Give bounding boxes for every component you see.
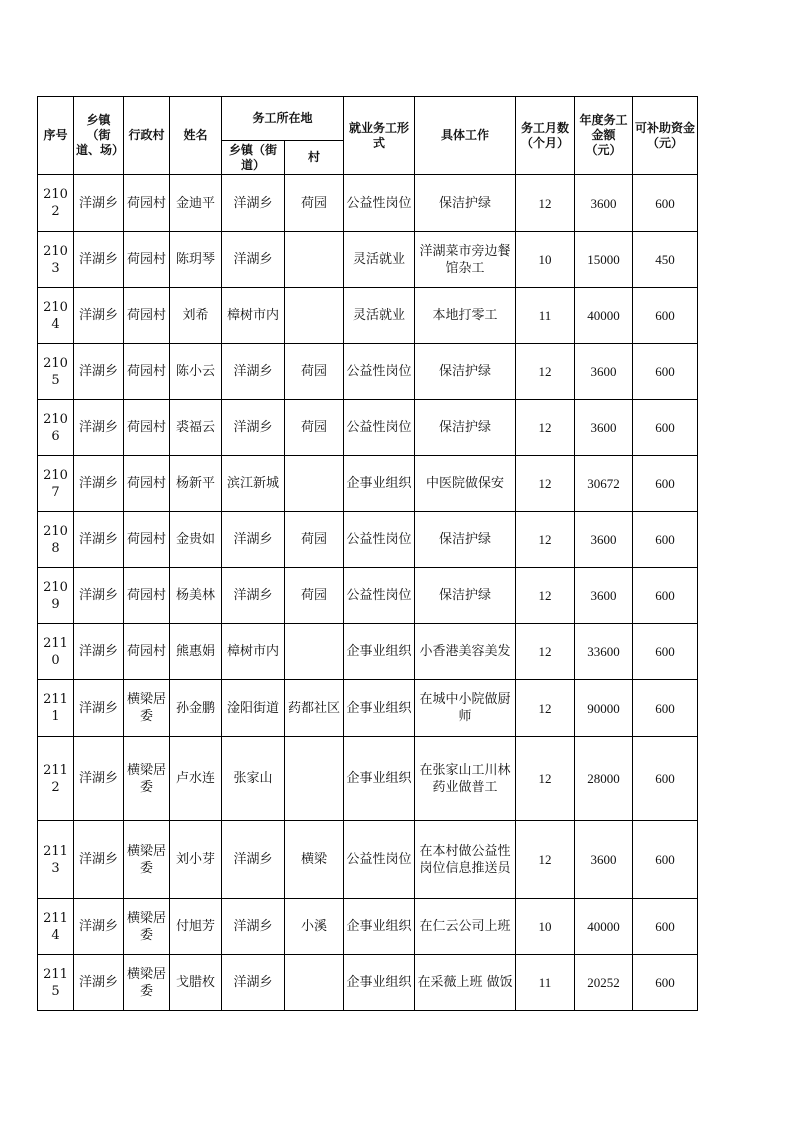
table-row: [38, 512, 698, 568]
cell-village: 荷园村: [124, 400, 170, 456]
cell-months: 12: [516, 344, 575, 400]
cell-subsidy: 600: [633, 512, 698, 568]
cell-form: 公益性岗位: [344, 175, 415, 232]
table-row: [38, 899, 698, 955]
cell-town: 洋湖乡: [74, 821, 124, 899]
cell-name: 杨新平: [170, 456, 222, 512]
cell-name: 熊惠娟: [170, 624, 222, 680]
cell-income: 3600: [575, 568, 633, 624]
cell-form: 公益性岗位: [344, 821, 415, 899]
cell-village: 横梁居委: [124, 821, 170, 899]
cell-location-town: 滨江新城: [222, 456, 285, 512]
cell-months: 12: [516, 400, 575, 456]
cell-months: 12: [516, 737, 575, 821]
header-id: 序号: [38, 97, 74, 175]
cell-location-town: 洋湖乡: [222, 232, 285, 288]
cell-job: 本地打零工: [415, 288, 516, 344]
header-location: 务工所在地: [222, 97, 344, 141]
cell-village: 荷园村: [124, 175, 170, 232]
cell-town: 洋湖乡: [74, 344, 124, 400]
cell-town: 洋湖乡: [74, 624, 124, 680]
cell-job: 保洁护绿: [415, 568, 516, 624]
cell-name: 金迪平: [170, 175, 222, 232]
header-job: 具体工作: [415, 97, 516, 175]
table-row: [38, 821, 698, 899]
cell-form: 企事业组织: [344, 737, 415, 821]
cell-job: 在城中小院做厨师: [415, 680, 516, 737]
cell-id: 2115: [38, 955, 74, 1011]
table-row: [38, 175, 698, 232]
table-row: [38, 288, 698, 344]
cell-location-village: [285, 456, 344, 512]
cell-job: 保洁护绿: [415, 344, 516, 400]
cell-subsidy: 600: [633, 568, 698, 624]
cell-village: 荷园村: [124, 624, 170, 680]
cell-village: 横梁居委: [124, 955, 170, 1011]
header-town: 乡镇（街道、场）: [74, 97, 124, 175]
cell-subsidy: 600: [633, 344, 698, 400]
cell-job: 保洁护绿: [415, 400, 516, 456]
cell-village: 横梁居委: [124, 737, 170, 821]
cell-months: 12: [516, 456, 575, 512]
header-months: 务工月数（个月）: [516, 97, 575, 175]
cell-form: 企事业组织: [344, 680, 415, 737]
cell-income: 20252: [575, 955, 633, 1011]
header-income: 年度务工金额（元）: [575, 97, 633, 175]
cell-name: 戈腊枚: [170, 955, 222, 1011]
cell-location-town: 淦阳街道: [222, 680, 285, 737]
cell-id: 2112: [38, 737, 74, 821]
header-location-town: 乡镇（街道）: [222, 141, 285, 175]
cell-name: 陈小云: [170, 344, 222, 400]
cell-name: 金贵如: [170, 512, 222, 568]
cell-name: 裘福云: [170, 400, 222, 456]
table-row: [38, 955, 698, 1011]
cell-town: 洋湖乡: [74, 232, 124, 288]
cell-subsidy: 600: [633, 821, 698, 899]
cell-id: 2113: [38, 821, 74, 899]
cell-months: 10: [516, 899, 575, 955]
table-row: [38, 232, 698, 288]
header-subsidy: 可补助资金（元）: [633, 97, 698, 175]
cell-form: 企事业组织: [344, 624, 415, 680]
cell-location-village: [285, 232, 344, 288]
cell-location-village: 荷园: [285, 175, 344, 232]
cell-location-town: 洋湖乡: [222, 568, 285, 624]
cell-income: 28000: [575, 737, 633, 821]
cell-income: 40000: [575, 288, 633, 344]
cell-subsidy: 600: [633, 624, 698, 680]
cell-town: 洋湖乡: [74, 512, 124, 568]
cell-subsidy: 600: [633, 400, 698, 456]
cell-location-village: [285, 955, 344, 1011]
cell-subsidy: 600: [633, 456, 698, 512]
cell-id: 2110: [38, 624, 74, 680]
cell-town: 洋湖乡: [74, 175, 124, 232]
cell-town: 洋湖乡: [74, 737, 124, 821]
cell-village: 横梁居委: [124, 899, 170, 955]
cell-location-town: 洋湖乡: [222, 175, 285, 232]
cell-village: 横梁居委: [124, 680, 170, 737]
subsidy-table: [37, 96, 698, 1011]
cell-location-town: 洋湖乡: [222, 400, 285, 456]
cell-months: 11: [516, 955, 575, 1011]
cell-months: 12: [516, 175, 575, 232]
cell-id: 2108: [38, 512, 74, 568]
cell-id: 2103: [38, 232, 74, 288]
cell-name: 陈玥琴: [170, 232, 222, 288]
cell-town: 洋湖乡: [74, 456, 124, 512]
cell-id: 2114: [38, 899, 74, 955]
cell-location-town: 樟树市内: [222, 288, 285, 344]
cell-income: 90000: [575, 680, 633, 737]
cell-id: 2106: [38, 400, 74, 456]
cell-income: 40000: [575, 899, 633, 955]
cell-job: 中医院做保安: [415, 456, 516, 512]
cell-months: 11: [516, 288, 575, 344]
cell-location-village: 荷园: [285, 568, 344, 624]
table-header: [38, 97, 698, 175]
table-row: [38, 737, 698, 821]
cell-location-village: [285, 624, 344, 680]
cell-form: 公益性岗位: [344, 344, 415, 400]
cell-income: 30672: [575, 456, 633, 512]
cell-town: 洋湖乡: [74, 400, 124, 456]
cell-village: 荷园村: [124, 512, 170, 568]
cell-form: 企事业组织: [344, 456, 415, 512]
cell-subsidy: 600: [633, 680, 698, 737]
cell-name: 孙金鹏: [170, 680, 222, 737]
cell-months: 12: [516, 568, 575, 624]
cell-subsidy: 600: [633, 175, 698, 232]
cell-months: 12: [516, 624, 575, 680]
cell-job: 洋湖菜市旁边餐馆杂工: [415, 232, 516, 288]
cell-town: 洋湖乡: [74, 899, 124, 955]
cell-name: 卢水连: [170, 737, 222, 821]
cell-town: 洋湖乡: [74, 568, 124, 624]
cell-subsidy: 600: [633, 288, 698, 344]
cell-job: 在仁云公司上班: [415, 899, 516, 955]
cell-village: 荷园村: [124, 344, 170, 400]
cell-village: 荷园村: [124, 288, 170, 344]
cell-income: 3600: [575, 400, 633, 456]
table-row: [38, 568, 698, 624]
cell-months: 12: [516, 680, 575, 737]
table-row: [38, 344, 698, 400]
cell-months: 12: [516, 821, 575, 899]
cell-form: 公益性岗位: [344, 568, 415, 624]
cell-id: 2111: [38, 680, 74, 737]
cell-village: 荷园村: [124, 232, 170, 288]
cell-town: 洋湖乡: [74, 288, 124, 344]
cell-location-town: 洋湖乡: [222, 899, 285, 955]
cell-location-village: [285, 288, 344, 344]
cell-town: 洋湖乡: [74, 955, 124, 1011]
cell-id: 2107: [38, 456, 74, 512]
cell-name: 刘希: [170, 288, 222, 344]
table-row: [38, 624, 698, 680]
header-form: 就业务工形式: [344, 97, 415, 175]
cell-id: 2109: [38, 568, 74, 624]
cell-location-village: 小溪: [285, 899, 344, 955]
cell-location-village: [285, 737, 344, 821]
cell-form: 灵活就业: [344, 288, 415, 344]
cell-location-village: 药都社区: [285, 680, 344, 737]
cell-months: 12: [516, 512, 575, 568]
cell-job: 小香港美容美发: [415, 624, 516, 680]
header-name: 姓名: [170, 97, 222, 175]
cell-name: 杨美林: [170, 568, 222, 624]
cell-location-town: 洋湖乡: [222, 512, 285, 568]
cell-income: 3600: [575, 821, 633, 899]
cell-months: 10: [516, 232, 575, 288]
cell-subsidy: 600: [633, 955, 698, 1011]
cell-subsidy: 600: [633, 737, 698, 821]
cell-town: 洋湖乡: [74, 680, 124, 737]
table-row: [38, 400, 698, 456]
cell-name: 付旭芳: [170, 899, 222, 955]
cell-job: 保洁护绿: [415, 512, 516, 568]
cell-location-village: 荷园: [285, 512, 344, 568]
cell-job: 在本村做公益性岗位信息推送员: [415, 821, 516, 899]
cell-form: 公益性岗位: [344, 512, 415, 568]
cell-job: 保洁护绿: [415, 175, 516, 232]
cell-income: 3600: [575, 512, 633, 568]
cell-form: 企事业组织: [344, 899, 415, 955]
cell-id: 2102: [38, 175, 74, 232]
header-village: 行政村: [124, 97, 170, 175]
cell-form: 灵活就业: [344, 232, 415, 288]
cell-income: 3600: [575, 175, 633, 232]
table-body: [38, 175, 698, 1011]
cell-location-town: 洋湖乡: [222, 821, 285, 899]
cell-location-town: 樟树市内: [222, 624, 285, 680]
header-location-village: 村: [285, 141, 344, 175]
cell-subsidy: 450: [633, 232, 698, 288]
cell-village: 荷园村: [124, 568, 170, 624]
cell-form: 企事业组织: [344, 955, 415, 1011]
cell-name: 刘小芽: [170, 821, 222, 899]
cell-income: 15000: [575, 232, 633, 288]
cell-form: 公益性岗位: [344, 400, 415, 456]
cell-income: 33600: [575, 624, 633, 680]
cell-job: 在采薇上班 做饭: [415, 955, 516, 1011]
cell-id: 2105: [38, 344, 74, 400]
cell-village: 荷园村: [124, 456, 170, 512]
cell-job: 在张家山工川林药业做普工: [415, 737, 516, 821]
table-row: [38, 680, 698, 737]
cell-location-village: 横梁: [285, 821, 344, 899]
table-row: [38, 456, 698, 512]
cell-id: 2104: [38, 288, 74, 344]
cell-location-town: 洋湖乡: [222, 955, 285, 1011]
cell-location-town: 张家山: [222, 737, 285, 821]
cell-income: 3600: [575, 344, 633, 400]
cell-location-town: 洋湖乡: [222, 344, 285, 400]
cell-location-village: 荷园: [285, 400, 344, 456]
cell-subsidy: 600: [633, 899, 698, 955]
cell-location-village: 荷园: [285, 344, 344, 400]
